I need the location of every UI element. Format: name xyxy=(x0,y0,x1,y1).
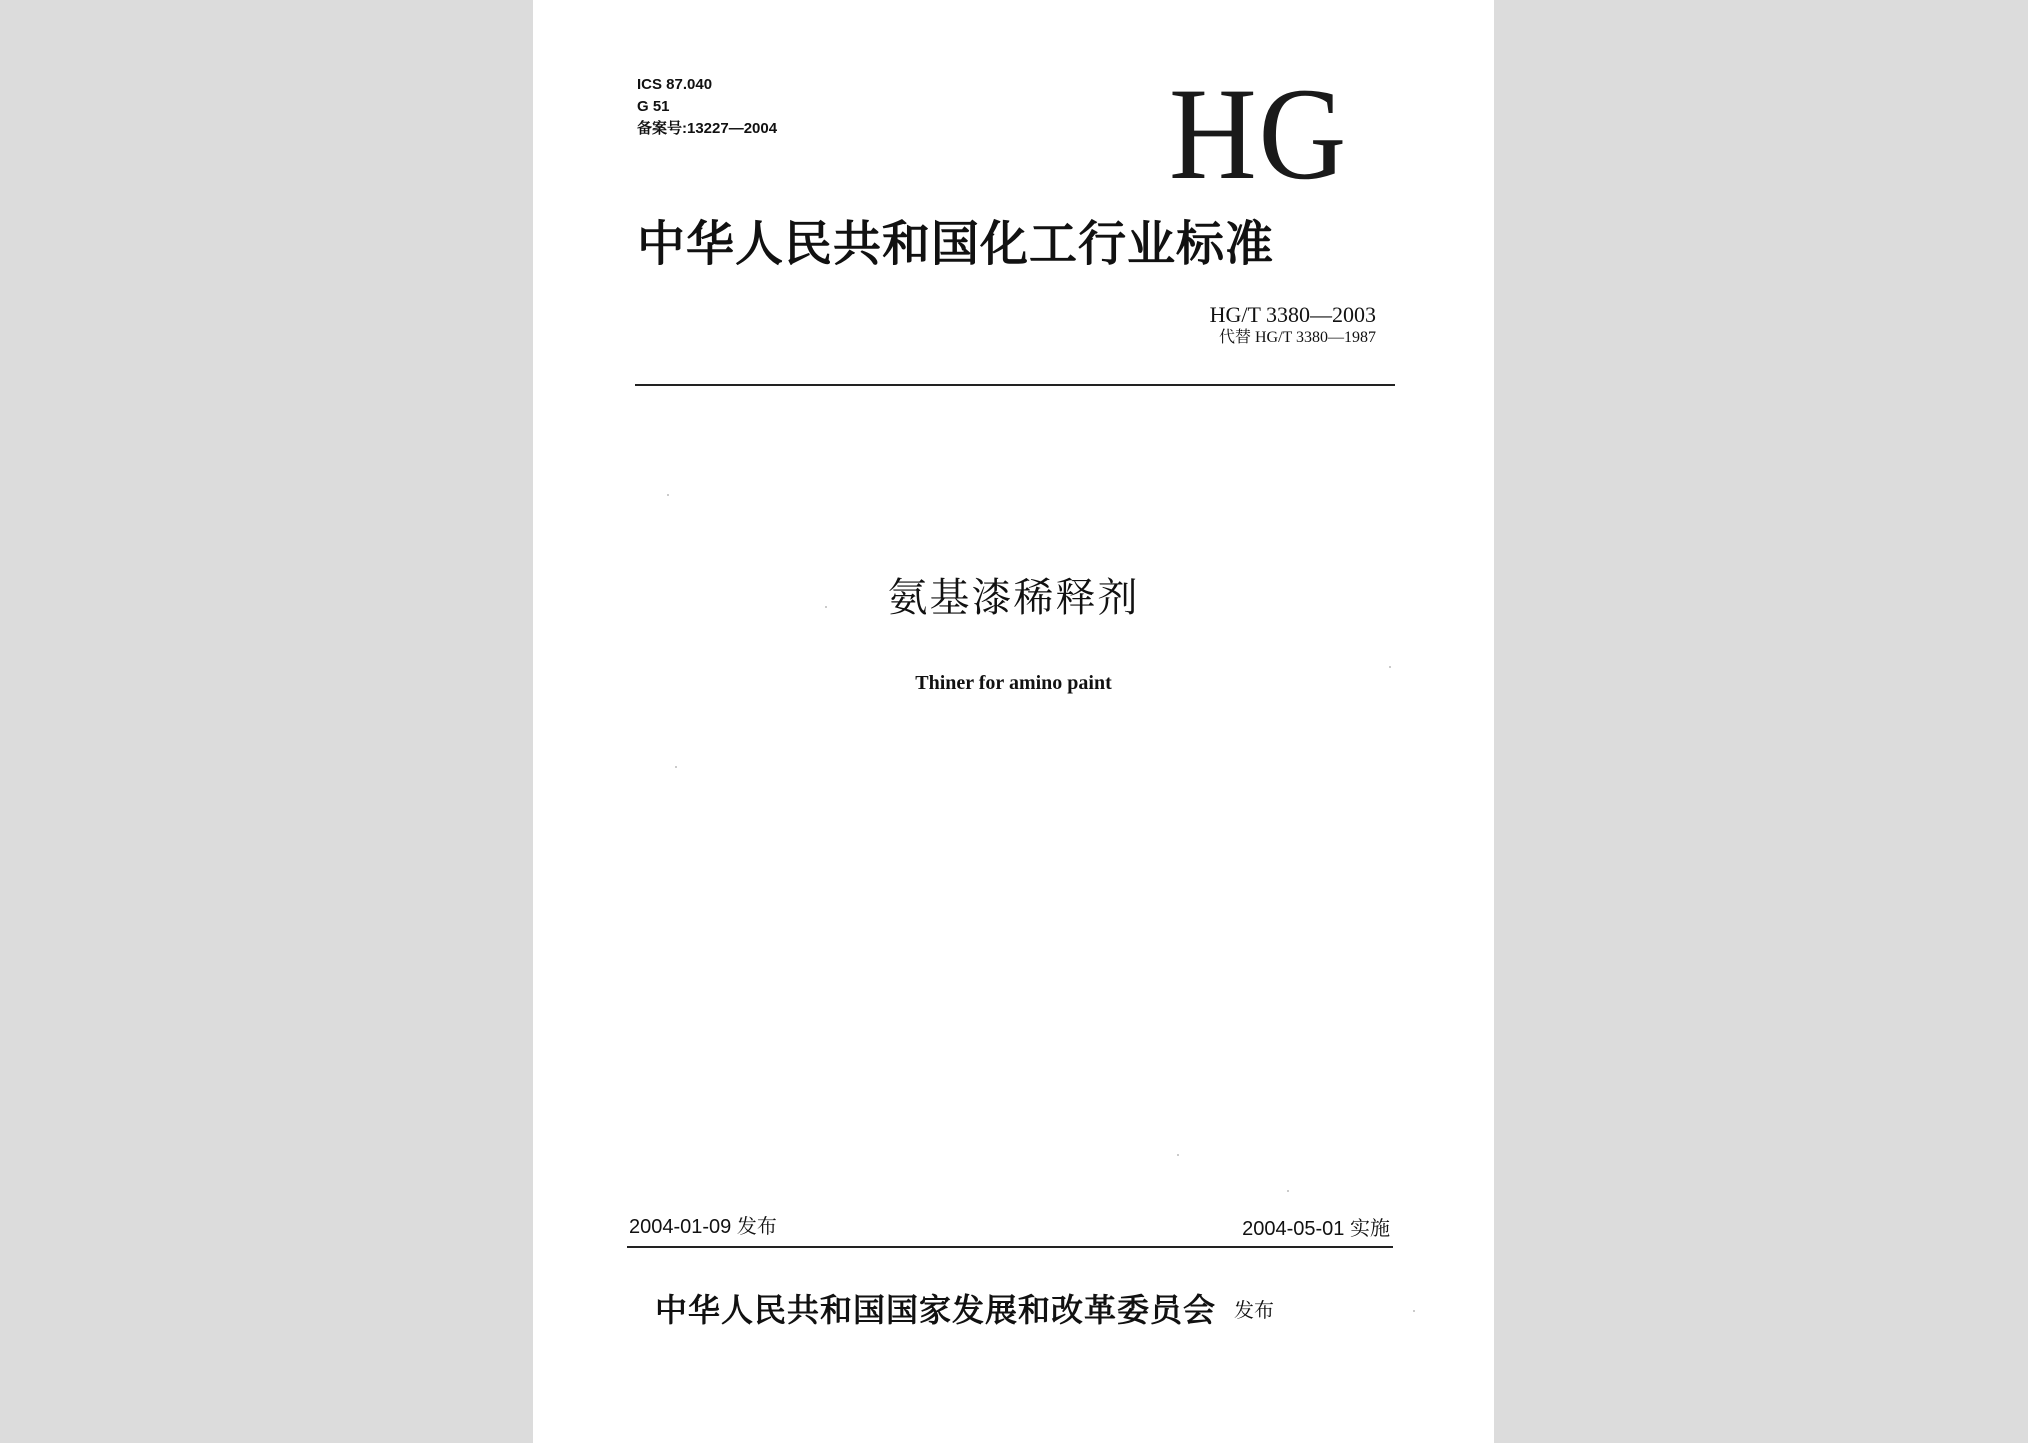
record-number: 备案号:13227—2004 xyxy=(637,120,778,137)
publisher-line xyxy=(655,1288,1274,1332)
ccs-code: G 51 xyxy=(637,98,670,115)
footer-divider xyxy=(627,1246,1393,1248)
scan-speck xyxy=(1287,1190,1289,1192)
standard-number-block xyxy=(1210,302,1376,348)
header-divider xyxy=(635,384,1395,386)
document-name-en: Thiner for amino paint xyxy=(915,672,1112,694)
scan-speck xyxy=(1177,1154,1179,1156)
scan-speck xyxy=(1389,666,1391,668)
scan-speck xyxy=(825,606,827,608)
ics-code: ICS 87.040 xyxy=(637,76,713,93)
hg-logo: HG xyxy=(1169,60,1349,207)
effective-date: 2004-05-01 实施 xyxy=(1242,1218,1390,1240)
replaces-standard: 代替 HG/T 3380—1987 xyxy=(1218,329,1376,346)
publisher-suffix: 发布 xyxy=(1234,1298,1275,1322)
scan-speck xyxy=(1413,1310,1415,1312)
issue-date: 2004-01-09 发布 xyxy=(629,1216,777,1238)
document-page xyxy=(533,0,1494,1443)
publisher-org: 中华人民共和国国家发展和改革委员会 xyxy=(655,1291,1217,1329)
classification-block xyxy=(637,74,777,140)
scan-speck xyxy=(675,766,677,768)
standard-number: HG/T 3380—2003 xyxy=(1209,302,1376,327)
document-name-cn: 氨基漆稀释剂 xyxy=(887,575,1140,621)
scan-speck xyxy=(667,494,669,496)
standard-title: 中华人民共和国化工行业标准 xyxy=(637,216,1275,272)
